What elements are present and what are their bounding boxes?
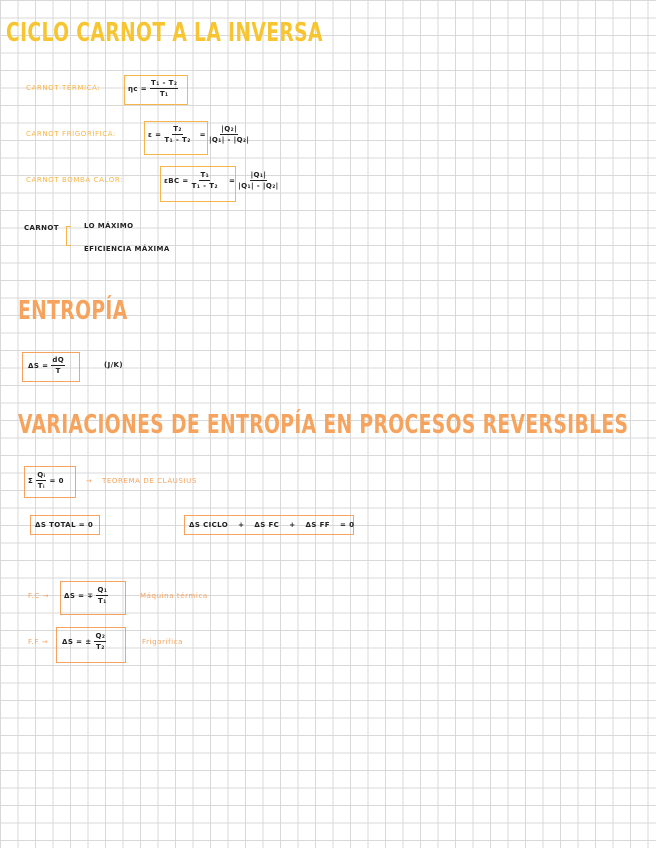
total-formula: ΔS TOTAL = 0 (35, 521, 94, 529)
carnot-fridge-denominator: T₁ - T₂ (164, 136, 191, 144)
carnot-thermal-fraction (150, 79, 178, 98)
entropy-def-formula (28, 356, 65, 375)
entropy-def-fraction (51, 356, 65, 375)
carnot-heatpump-lhs: εBC = (164, 176, 189, 185)
brace-icon (66, 226, 71, 246)
fc-prefix: F.C → (28, 592, 50, 600)
cycle-sum-eq: = 0 (339, 521, 355, 529)
ff-numerator: Q₂ (95, 632, 106, 640)
carnot-thermal-lhs: ηc = (128, 84, 148, 93)
carnot-thermal-label: CARNOT TÉRMICA: (26, 84, 101, 92)
carnot-note-line1: LO MÁXIMO (84, 222, 134, 230)
carnot-heatpump-equals: = (228, 176, 236, 185)
ff-denominator: T₂ (96, 643, 105, 651)
carnot-note-line2: EFICIENCIA MÁXIMA (84, 245, 170, 253)
carnot-fridge-label: CARNOT FRIGORÍFICA: (26, 130, 117, 138)
carnot-heatpump-numerator: T₁ (200, 171, 210, 179)
carnot-thermal-formula (128, 79, 178, 98)
ff-prefix: F.F → (28, 638, 49, 646)
clausius-numerator: Qᵢ (37, 471, 46, 479)
clausius-denominator: Tᵢ (37, 482, 45, 490)
carnot-heatpump-formula (164, 171, 279, 190)
entropy-unit: (J/K) (104, 361, 123, 369)
ff-note: Frigorífica (142, 638, 184, 646)
carnot-heatpump-label: CARNOT BOMBA CALOR: (26, 176, 124, 184)
carnot-heatpump-fraction-q (238, 171, 278, 190)
arrow-right-icon: → (86, 477, 93, 485)
carnot-fridge-denominator-q: |Q₁| - |Q₂| (208, 136, 250, 144)
ff-formula (62, 632, 106, 651)
carnot-fridge-numerator: T₂ (173, 125, 182, 133)
clausius-fraction (36, 471, 46, 490)
carnot-heatpump-denominator: T₁ - T₂ (191, 182, 218, 190)
section-title-variations: VARIACIONES DE ENTROPÍA EN PROCESOS REVERSIBLES (18, 410, 629, 440)
ff-lhs: ΔS = ± (62, 637, 92, 646)
entropy-def-lhs: ΔS = (28, 361, 49, 370)
entropy-def-numerator: dQ (52, 356, 65, 364)
cycle-sum-plus2: + (289, 521, 296, 529)
carnot-fridge-lhs: ε = (148, 130, 162, 139)
fc-denominator: T₁ (98, 597, 107, 605)
cycle-sum-formula (189, 521, 354, 529)
fc-numerator: Q₁ (97, 586, 108, 594)
carnot-fridge-numerator-q: |Q₂| (221, 125, 238, 133)
fc-formula (64, 586, 108, 605)
ff-fraction (94, 632, 106, 651)
cycle-sum-a: ΔS CICLO (189, 521, 229, 529)
cycle-sum-plus1: + (238, 521, 245, 529)
carnot-thermal-denominator: T₁ (159, 90, 169, 98)
carnot-fridge-equals: = (199, 130, 206, 139)
carnot-heatpump-denominator-q: |Q₁| - |Q₂| (238, 182, 279, 190)
cycle-sum-c: ΔS FF (305, 521, 330, 529)
clausius-formula (28, 471, 64, 490)
carnot-note-word: CARNOT (24, 224, 59, 232)
carnot-fridge-formula (148, 125, 249, 144)
section-title-entropy: ENTROPÍA (18, 296, 128, 326)
fc-fraction (96, 586, 108, 605)
carnot-heatpump-numerator-q: |Q₁| (250, 171, 267, 179)
carnot-fridge-fraction (164, 125, 190, 144)
carnot-fridge-fraction-q (209, 125, 249, 144)
clausius-equals: = 0 (49, 476, 64, 485)
entropy-def-denominator: T (55, 367, 61, 375)
carnot-thermal-numerator: T₁ - T₂ (151, 79, 178, 87)
fc-lhs: ΔS = ∓ (64, 591, 94, 600)
clausius-note: TEOREMA DE CLAUSIUS (102, 477, 197, 485)
page-title: CICLO CARNOT A LA INVERSA (6, 18, 323, 48)
cycle-sum-b: ΔS FC (254, 521, 280, 529)
clausius-sum: Σ (28, 476, 34, 485)
carnot-heatpump-fraction (192, 171, 218, 190)
fc-note: Máquina térmica (140, 592, 208, 600)
